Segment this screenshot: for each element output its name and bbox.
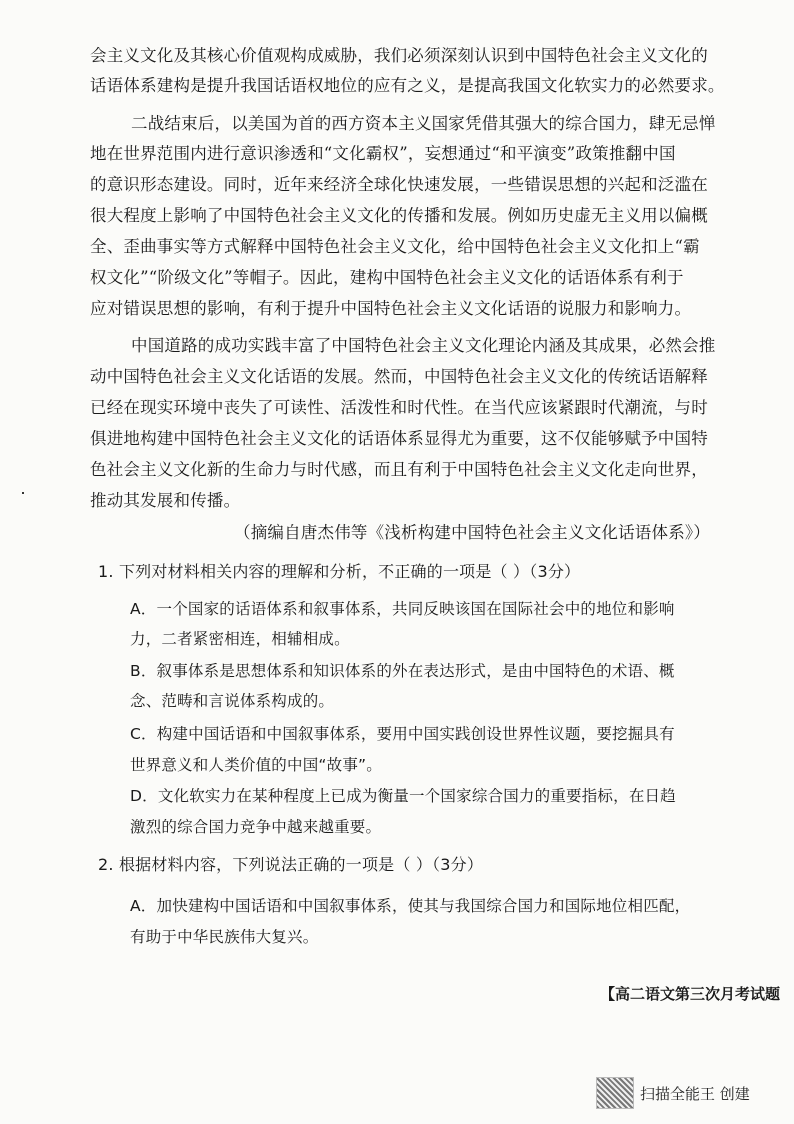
q1-option-d-line1: D．文化软实力在某种程度上已成为衡量一个国家综合国力的重要指标，在日趋 (130, 787, 676, 805)
q1-option-d-line2: 激烈的综合国力竞争中越来越重要。 (130, 818, 382, 836)
p3-line5: 色社会主义文化新的生命力与时代感，而且有利于中国特色社会主义文化走向世界， (90, 460, 708, 479)
p3-line4: 俱进地构建中国特色社会主义文化的话语体系显得尤为重要，这不仅能够赋予中国特 (90, 429, 708, 448)
q1-option-c-line2: 世界意义和人类价值的中国“故事”。 (130, 756, 382, 774)
source-citation: （摘编自唐杰伟等《浅析构建中国特色社会主义文化话语体系》） (234, 523, 711, 542)
exam-footer: 【高二语文第三次月考试题 (599, 985, 780, 1003)
question-2-stem: 2. 根据材料内容，下列说法正确的一项是（ ）（3分） (98, 855, 484, 874)
p2-line6: 权文化”“阶级文化”等帽子。因此，建构中国特色社会主义文化的话语体系有利于 (90, 268, 684, 287)
p2-line4: 很大程度上影响了中国特色社会主义文化的传播和发展。例如历史虚无主义用以偏概 (90, 206, 708, 225)
question-1-stem: 1. 下列对材料相关内容的理解和分析，不正确的一项是（ ）（3分） (98, 562, 581, 581)
p2-line7: 应对错误思想的影响，有利于提升中国特色社会主义文化话语的说服力和影响力。 (90, 299, 692, 318)
p3-line1: 中国道路的成功实践丰富了中国特色社会主义文化理论内涵及其成果，必然会推 (131, 336, 716, 355)
scanner-text: 扫描全能王 创建 (640, 1084, 750, 1103)
q1-option-b-line2: 念、范畴和言说体系构成的。 (130, 692, 335, 710)
q1-option-c-line1: C．构建中国话语和中国叙事体系，要用中国实践创设世界性议题，要挖掘具有 (130, 725, 675, 743)
q1-option-b-line1: B．叙事体系是思想体系和知识体系的外在表达形式，是由中国特色的术语、概 (130, 662, 675, 680)
p2-line3: 的意识形态建设。同时，近年来经济全球化快速发展，一些错误思想的兴起和泛滥在 (90, 175, 708, 194)
scanner-watermark (596, 1077, 750, 1109)
p2-line1: 二战结束后，以美国为首的西方资本主义国家凭借其强大的综合国力，肆无忌惮 (131, 114, 716, 133)
scan-speck (22, 492, 24, 494)
p3-line2: 动中国特色社会主义文化话语的发展。然而，中国特色社会主义文化的传统话语解释 (90, 367, 708, 386)
q2-option-a-line2: 有助于中华民族伟大复兴。 (130, 928, 319, 946)
scanner-logo-icon (596, 1077, 634, 1109)
p1-line1: 会主义文化及其核心价值观构成威胁，我们必须深刻认识到中国特色社会主义文化的 (90, 46, 708, 65)
p1-line2: 话语体系建构是提升我国话语权地位的应有之义，是提高我国文化软实力的必然要求。 (90, 76, 725, 95)
p2-line2: 地在世界范围内进行意识渗透和“文化霸权”，妄想通过“和平演变”政策推翻中国 (90, 144, 676, 163)
q1-option-a-line2: 力，二者紧密相连，相辅相成。 (130, 630, 350, 648)
p3-line3: 已经在现实环境中丧失了可读性、活泼性和时代性。在当代应该紧跟时代潮流，与时 (90, 398, 708, 417)
p3-line6: 推动其发展和传播。 (90, 491, 241, 510)
p2-line5: 全、歪曲事实等方式解释中国特色社会主义文化，给中国特色社会主义文化扣上“霸 (90, 237, 700, 256)
q1-option-a-line1: A．一个国家的话语体系和叙事体系，共同反映该国在国际社会中的地位和影响 (130, 600, 675, 618)
q2-option-a-line1: A．加快建构中国话语和中国叙事体系，使其与我国综合国力和国际地位相匹配， (130, 897, 691, 915)
